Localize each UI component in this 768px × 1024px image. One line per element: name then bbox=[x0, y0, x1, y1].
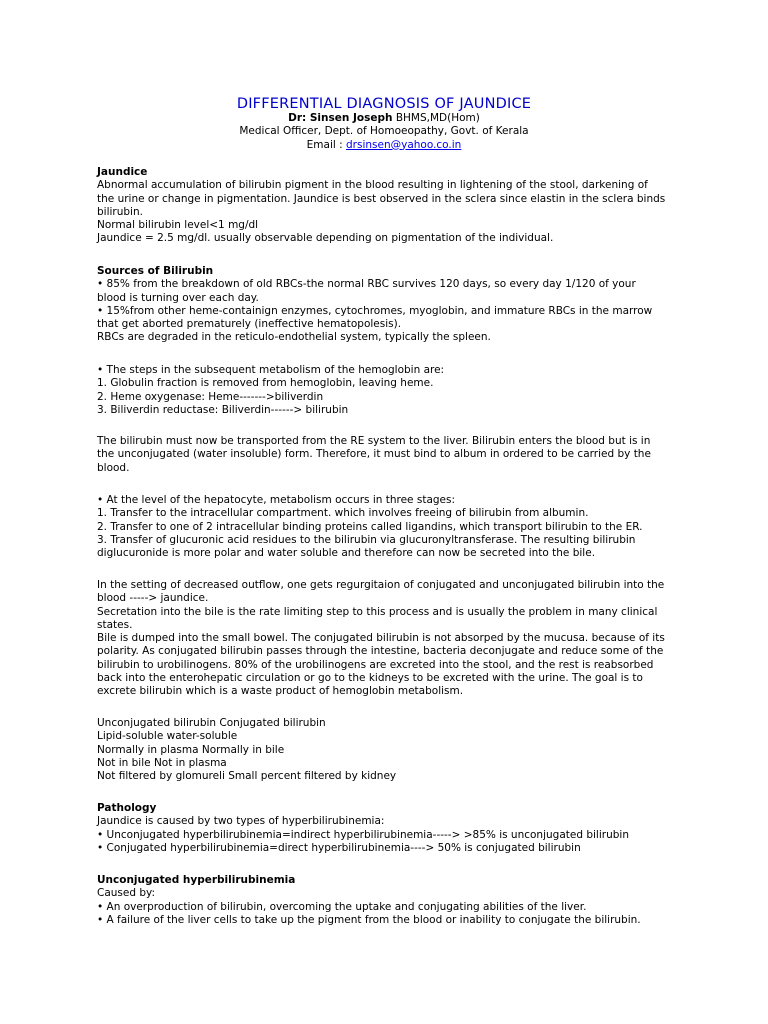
paragraph-line: The bilirubin must now be transported from the RE system to the liver. Bilirubin enters the blood but is in bbox=[97, 435, 651, 447]
section-hepatocyte-stages bbox=[97, 494, 682, 560]
section-unconjugated-hyperbilirubinemia bbox=[97, 874, 682, 927]
paragraph-line: Lipid-soluble water-soluble bbox=[97, 730, 238, 743]
section-sources-of-bilirubin bbox=[97, 265, 682, 345]
paragraph-line: • Conjugated hyperbilirubinemia=direct hyperbilirubinemia----> 50% is conjugated bilirubin bbox=[97, 841, 581, 854]
paragraph-line: Abnormal accumulation of bilirubin pigment in the blood resulting in lightening of the stool, darkening of bbox=[97, 179, 648, 192]
paragraph-line: • 85% from the breakdown of old RBCs-the normal RBC survives 120 days, so every day 1/120 of your bbox=[97, 278, 636, 291]
paragraph-line: • Unconjugated hyperbilirubinemia=indirect hyperbilirubinemia-----> >85% is unconjugated bilirubin bbox=[97, 828, 629, 841]
paragraph-line: RBCs are degraded in the reticulo-endothelial system, typically the spleen. bbox=[97, 331, 491, 344]
author-block bbox=[0, 112, 768, 152]
section-jaundice bbox=[97, 166, 682, 246]
paragraph-line: • A failure of the liver cells to take up the pigment from the blood or inability to conjugate the bilirubin. bbox=[97, 913, 641, 926]
paragraph-line: the urine or change in pigmentation. Jaundice is best observed in the sclera since elastin in the sclera binds bbox=[97, 192, 666, 205]
paragraph-line: • 15%from other heme-containign enzymes, cytochromes, myoglobin, and immature RBCs in the marrow bbox=[97, 304, 653, 317]
paragraph-line: Jaundice is caused by two types of hyperbilirubinemia: bbox=[97, 815, 385, 828]
paragraph-line: 3. Biliverdin reductase: Biliverdin------> bilirubin bbox=[97, 403, 349, 416]
section-heading: Sources of Bilirubin bbox=[97, 265, 214, 277]
author-line bbox=[0, 112, 768, 125]
paragraph-line: blood -----> jaundice. bbox=[97, 592, 209, 605]
paragraph-line: Caused by: bbox=[97, 887, 156, 900]
section-hemoglobin-steps bbox=[97, 364, 682, 417]
paragraph-line: polarity. As conjugated bilirubin passes through the intestine, bacteria deconjugate and reduce some of the bbox=[97, 645, 664, 658]
paragraph-line: excrete bilirubin which is a waste product of hemoglobin metabolism. bbox=[97, 685, 464, 698]
section-bilirubin-comparison bbox=[97, 717, 682, 783]
paragraph-line: Jaundice = 2.5 mg/dl. usually observable depending on pigmentation of the individual. bbox=[97, 232, 554, 245]
author-name: Dr: Sinsen Joseph bbox=[288, 112, 393, 124]
paragraph-line: • An overproduction of bilirubin, overcoming the uptake and conjugating abilities of the liver. bbox=[97, 900, 587, 913]
section-outflow-bile bbox=[97, 579, 682, 699]
paragraph-line: 2. Heme oxygenase: Heme------->biliverdin bbox=[97, 390, 324, 403]
paragraph-line: 2. Transfer to one of 2 intracellular binding proteins called ligandins, which transport bilirubin to the ER. bbox=[97, 520, 643, 533]
paragraph-line: states. bbox=[97, 618, 133, 631]
paragraph-line: the unconjugated (water insoluble) form. Therefore, it must bind to album in ordered to be carried by the bbox=[97, 448, 651, 461]
section-transport bbox=[97, 435, 682, 475]
paragraph-line: bilirubin. bbox=[97, 205, 143, 218]
document-title: DIFFERENTIAL DIAGNOSIS OF JAUNDICE bbox=[236, 96, 532, 112]
paragraph-line: blood is turning over each day. bbox=[97, 291, 259, 304]
paragraph-line: Normal bilirubin level<1 mg/dl bbox=[97, 219, 259, 232]
paragraph-line: Secretation into the bile is the rate limiting step to this process and is usually the problem in many clinical bbox=[97, 605, 658, 618]
paragraph-line: bilirubin to urobilinogens. 80% of the urobilinogens are excreted into the stool, and the rest is reabsorbed bbox=[97, 658, 654, 671]
paragraph-line: In the setting of decreased outflow, one gets regurgitaion of conjugated and unconjugated bilirubin into the bbox=[97, 579, 665, 591]
paragraph-line: that get aborted prematurely (ineffective hematopolesis). bbox=[97, 318, 402, 331]
author-degrees: BHMS,MD(Hom) bbox=[392, 112, 480, 124]
paragraph-line: • The steps in the subsequent metabolism of the hemoglobin are: bbox=[97, 364, 445, 376]
author-position: Medical Officer, Dept. of Homoeopathy, Govt. of Kerala bbox=[239, 125, 529, 138]
paragraph-line: Bile is dumped into the small bowel. The conjugated bilirubin is not absorped by the mucusa. because of its bbox=[97, 632, 665, 645]
paragraph-line: 1. Globulin fraction is removed from hemoglobin, leaving heme. bbox=[97, 377, 434, 390]
paragraph-line: back into the enterohepatic circulation or go to the kidneys to be excreted with the urine. The goal is to bbox=[97, 672, 643, 685]
paragraph-line: Unconjugated bilirubin Conjugated bilirubin bbox=[97, 717, 326, 729]
paragraph-line: Not in bile Not in plasma bbox=[97, 756, 227, 769]
paragraph-line: diglucuronide is more polar and water soluble and therefore can now be secreted into the bile. bbox=[97, 547, 596, 560]
paragraph-line: blood. bbox=[97, 461, 130, 474]
section-heading: Jaundice bbox=[97, 166, 148, 178]
email-label: Email : bbox=[306, 138, 346, 151]
paragraph-line: Normally in plasma Normally in bile bbox=[97, 743, 285, 756]
section-heading: Pathology bbox=[97, 802, 157, 814]
author-email-line bbox=[0, 139, 768, 152]
section-pathology bbox=[97, 802, 682, 855]
section-heading: Unconjugated hyperbilirubinemia bbox=[97, 874, 296, 886]
paragraph-line: • At the level of the hepatocyte, metabolism occurs in three stages: bbox=[97, 494, 456, 506]
paragraph-line: 1. Transfer to the intracellular compartment. which involves freeing of bilirubin from albumin. bbox=[97, 507, 589, 520]
email-link[interactable]: drsinsen@yahoo.co.in bbox=[346, 138, 462, 151]
paragraph-line: 3. Transfer of glucuronic acid residues to the bilirubin via glucuronyltransferase. The resulting bilirubin bbox=[97, 533, 636, 546]
paragraph-line: Not filtered by glomureli Small percent filtered by kidney bbox=[97, 770, 397, 783]
